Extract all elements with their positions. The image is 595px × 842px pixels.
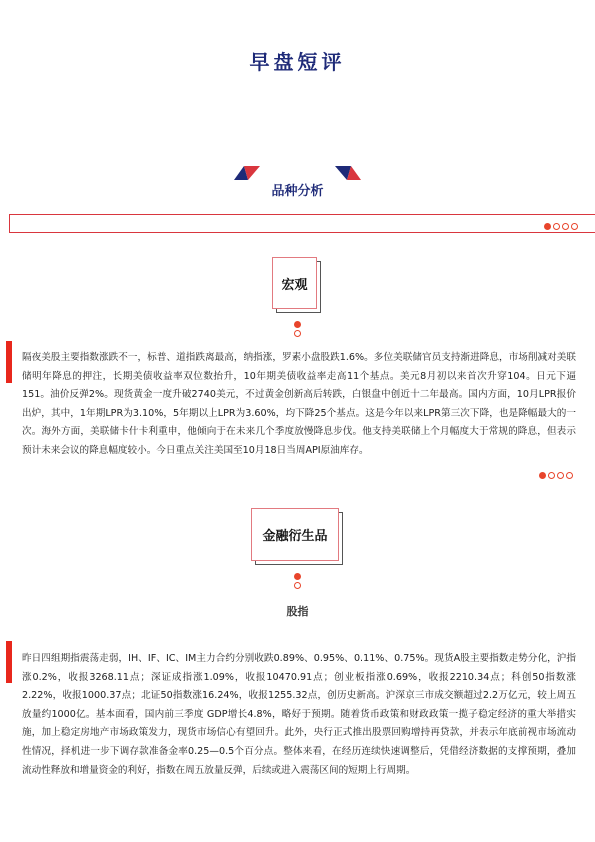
page-title: 早盘短评 <box>249 50 346 74</box>
section-title: 品种分析 <box>271 184 324 199</box>
macro-end-dots <box>537 464 573 483</box>
finance-vertical-dots <box>294 573 302 591</box>
finance-red-bar <box>6 641 12 683</box>
right-triangle-decoration <box>335 166 361 180</box>
finance-label: 金融衍生品 <box>262 529 328 544</box>
macro-vertical-dots <box>294 321 302 339</box>
left-triangle-decoration <box>234 166 260 180</box>
finance-label-box <box>251 508 339 561</box>
macro-label: 宏观 <box>281 277 308 293</box>
macro-paragraph: 隔夜美股主要指数涨跌不一，标普、道指跌离最高，纳指涨，罗素小盘股跌1.6%。多位美联储官员支持渐进降息，市场削减对美联储明年降息的押注，长期美债收益率双位数抬升，10年期美债收益率走高11个基点。美元8月初以来首次升穿104。日元下逼151。油价反弹2%。现货黄金一度升破2740美元，不过黄金创新高后转跌，白银盘中创近十二年最高。国内方面，10月LPR报价出炉，其中，1年期LPR为3.10%，5年期以上LPR为3.60%，均下降25个基点。这是今年以来LPR第三次下降，也是降幅最大的一次。海外方面，美联储卡什卡利重申，他倾向于在未来几个季度放慢降息步伐。他支持美联储上个月幅度大于常规的降息，但表示预计未来会议的降息幅度较小。今日重点关注美国至10月18日当周API原油库存。 <box>22 352 576 456</box>
dots-decoration <box>542 215 578 234</box>
macro-label-box <box>272 257 317 309</box>
finance-paragraph: 昨日四组期指震荡走弱，IH、IF、IC、IM主力合约分别收跌0.89%、0.95%、0.11%、0.75%。现货A股主要指数走势分化，沪指涨0.2%，收报3268.11点；深证成指涨1.09%，收报10470.91点；创业板指涨0.69%，收报2210.34点；科创50指数涨2.22%，收报1000.37点；北证50指数涨16.24%，收报1255.32点，创历史新高。沪深京三市成交额超过2.2万亿元，较上周五放量约1000亿。基本面看，国内前三季度 GDP增长4.8%，略好于预期。随着货币政策和财政政策一揽子稳定经济的重大举措实施，加上稳定房地产市场政策发力，现货市场信心有望回升。此外，央行正式推出股票回购增持再贷款，并表示年底前视市场流动性情况，择机进一步下调存款准备金率0.25—0.5个百分点。整体来看，在经历连续快速调整后，凭借经济数据的支撑预期，叠加流动性释放和增量资金的利好，指数在周五放量反弹，后续或进入震荡区间的短期上行周期。 <box>22 653 576 776</box>
macro-red-bar <box>6 341 12 383</box>
section-divider-bar <box>9 214 595 233</box>
stock-index-subheading: 股指 <box>286 605 309 618</box>
